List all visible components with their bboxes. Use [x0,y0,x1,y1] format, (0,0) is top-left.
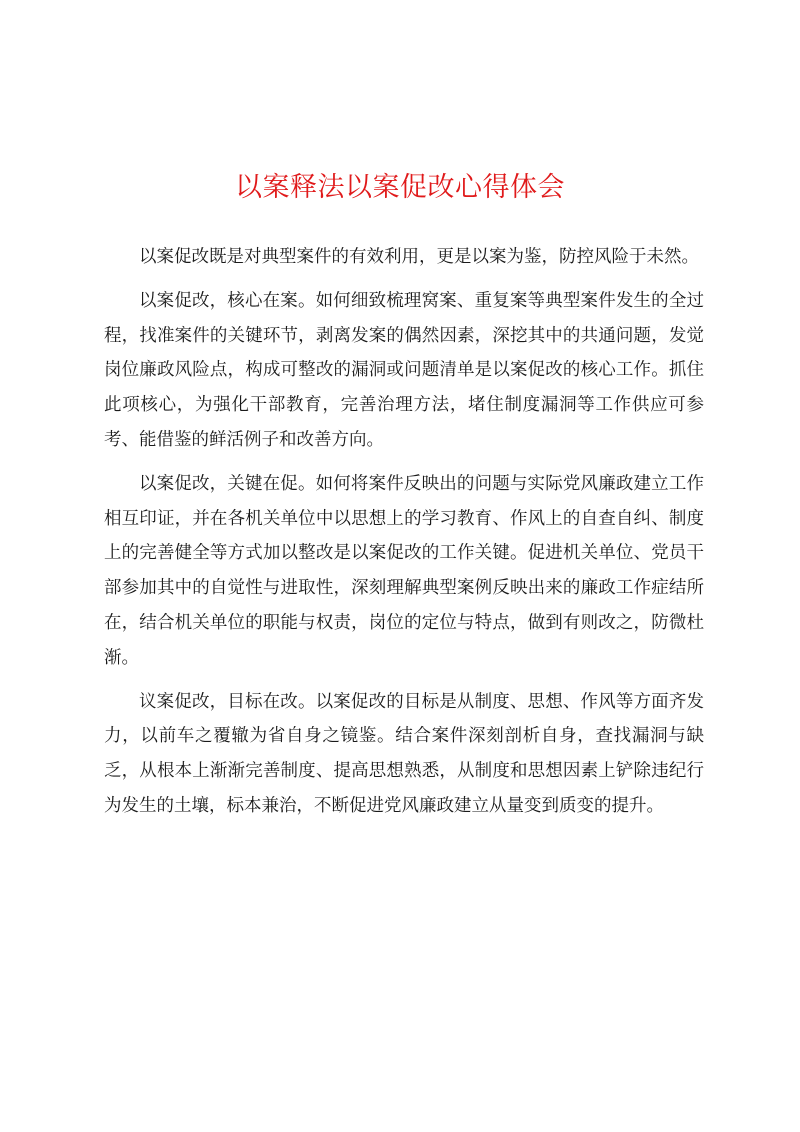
paragraph-4: 议案促改，目标在改。以案促改的目标是从制度、思想、作风等方面齐发力，以前车之覆辙为省自身之镜鉴。结合案件深刻剖析自身，查找漏洞与缺乏，从根本上渐渐完善制度、提高思想熟悉，从制度和思想因素上铲除违纪行为发生的土壤，标本兼治，不断促进党风廉政建立从量变到质变的提升。 [104,691,704,816]
paragraph-1: 以案促改既是对典型案件的有效利用，更是以案为鉴，防控风险于未然。 [139,247,699,267]
paragraph-3: 以案促改，关键在促。如何将案件反映出的问题与实际党风廉政建立工作相互印证，并在各机关单位中以思想上的学习教育、作风上的自查自纠、制度上的完善健全等方式加以整改是以案促改的工作关键。促进机关单位、党员干部参加其中的自觉性与进取性，深刻理解典型案例反映出来的廉政工作症结所在，结合机关单位的职能与权责，岗位的定位与特点，做到有则改之，防微杜渐。 [104,473,704,668]
paragraph-2: 以案促改，核心在案。如何细致梳理窝案、重复案等典型案件发生的全过程，找准案件的关键环节，剥离发案的偶然因素，深挖其中的共通问题，发觉岗位廉政风险点，构成可整改的漏洞或问题清单是以案促改的核心工作。抓住此项核心，为强化干部教育，完善治理方法，堵住制度漏洞等工作供应可参考、能借鉴的鲜活例子和改善方向。 [104,290,704,450]
document-title: 以案释法以案促改心得体会 [235,172,565,203]
document-body [104,240,704,833]
